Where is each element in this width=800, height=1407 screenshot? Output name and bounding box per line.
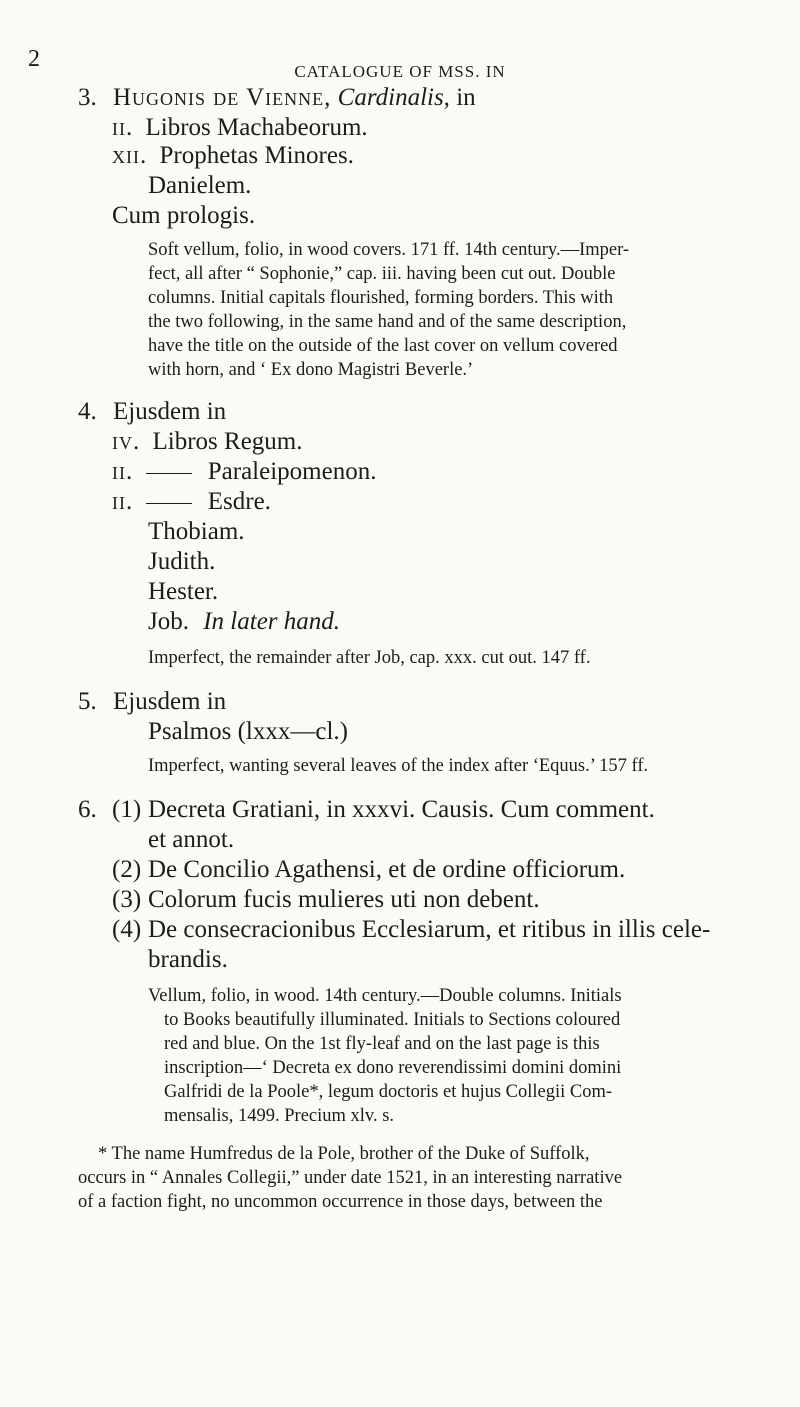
item-line: De consecracionibus Ecclesiarum, et ritibus in illis cele- (148, 916, 711, 943)
entry-number: 4. (78, 398, 97, 425)
desc-line: to Books beautifully illuminated. Initials to Sections coloured (164, 1010, 621, 1030)
work-title: Paraleipomenon. (207, 458, 377, 485)
work-line (148, 608, 340, 636)
item-line: brandis. (148, 946, 228, 973)
work-line (112, 428, 303, 456)
desc-line: Imperfect, wanting several leaves of the index after ‘Equus.’ 157 ff. (148, 756, 649, 776)
entry-author: Hugonis de Vienne, (113, 84, 332, 111)
desc-line: red and blue. On the 1st fly-leaf and on the last page is this (164, 1034, 600, 1054)
desc-line: Imperfect, the remainder after Job, cap. xxx. cut out. 147 ff. (148, 648, 591, 668)
running-head: CATALOGUE OF MSS. IN (294, 62, 506, 81)
work-line (112, 142, 354, 170)
entry-4-heading (78, 398, 226, 426)
cum-prologis: Cum prologis. (112, 202, 256, 229)
entry-3-heading (78, 84, 476, 112)
work-numeral: xii. (112, 142, 148, 169)
item-number: (2) (112, 856, 142, 883)
desc-line: Galfridi de la Poole*, legum doctoris et hujus Collegii Com- (164, 1082, 613, 1102)
item-number: (4) (112, 916, 142, 943)
desc-line: fect, all after “ Sophonie,” cap. iii. having been cut out. Double (148, 264, 616, 284)
footnote-line: * The name Humfredus de la Pole, brother of the Duke of Suffolk, (98, 1144, 590, 1164)
desc-line: have the title on the outside of the last cover on vellum covered (148, 336, 618, 356)
page-number: 2 (28, 46, 40, 72)
work-numeral: ii. (112, 114, 134, 141)
work-title: Job. (148, 608, 189, 635)
entry-number: 3. (78, 84, 97, 111)
ditto-dash (146, 503, 192, 504)
entry-number: 5. (78, 688, 97, 715)
work-title: Danielem. (148, 172, 252, 199)
footnote-line: of a faction fight, no uncommon occurrence in those days, between the (78, 1192, 603, 1212)
item-number: (3) (112, 886, 142, 913)
work-line (112, 458, 376, 486)
work-line (112, 488, 271, 516)
work-title: Libros Regum. (152, 428, 303, 455)
desc-line: Soft vellum, folio, in wood covers. 171 ff. 14th century.—Imper- (148, 240, 630, 260)
work-title: Libros Machabeorum. (145, 114, 368, 141)
work-numeral: ii. (112, 458, 134, 485)
work-title: Thobiam. (148, 518, 245, 545)
work-title: Judith. (148, 548, 216, 575)
later-hand-note: In later hand. (203, 608, 341, 635)
desc-line: Vellum, folio, in wood. 14th century.—Double columns. Initials (148, 986, 622, 1006)
footnote-line: occurs in “ Annales Collegii,” under date 1521, in an interesting narrative (78, 1168, 623, 1188)
item-line: et annot. (148, 826, 235, 853)
work-numeral: ii. (112, 488, 134, 515)
work-line (112, 114, 368, 142)
item-number: (1) (112, 796, 142, 823)
item-line: De Concilio Agathensi, et de ordine officiorum. (148, 856, 626, 883)
work-title: Esdre. (207, 488, 271, 515)
entry-in: in (456, 84, 476, 111)
desc-line: with horn, and ‘ Ex dono Magistri Beverle.’ (148, 360, 474, 380)
desc-line: mensalis, 1499. Precium xlv. s. (164, 1106, 395, 1126)
entry-head: Ejusdem in (113, 398, 227, 425)
entry-role: Cardinalis, (337, 84, 450, 111)
ditto-dash (146, 473, 192, 474)
entry-head: Ejusdem in (113, 688, 227, 715)
item-line: Decreta Gratiani, in xxxvi. Causis. Cum comment. (148, 796, 655, 823)
desc-line: the two following, in the same hand and of the same description, (148, 312, 627, 332)
work-title: Prophetas Minores. (159, 142, 354, 169)
item-line: Colorum fucis mulieres uti non debent. (148, 886, 540, 913)
desc-line: columns. Initial capitals flourished, forming borders. This with (148, 288, 614, 308)
desc-line: inscription—‘ Decreta ex dono reverendissimi domini domini (164, 1058, 622, 1078)
work-title: Hester. (148, 578, 219, 605)
entry-number: 6. (78, 796, 97, 823)
entry-5-heading (78, 688, 226, 716)
psalmos-line: Psalmos (lxxx—cl.) (148, 718, 348, 745)
work-numeral: iv. (112, 428, 141, 455)
